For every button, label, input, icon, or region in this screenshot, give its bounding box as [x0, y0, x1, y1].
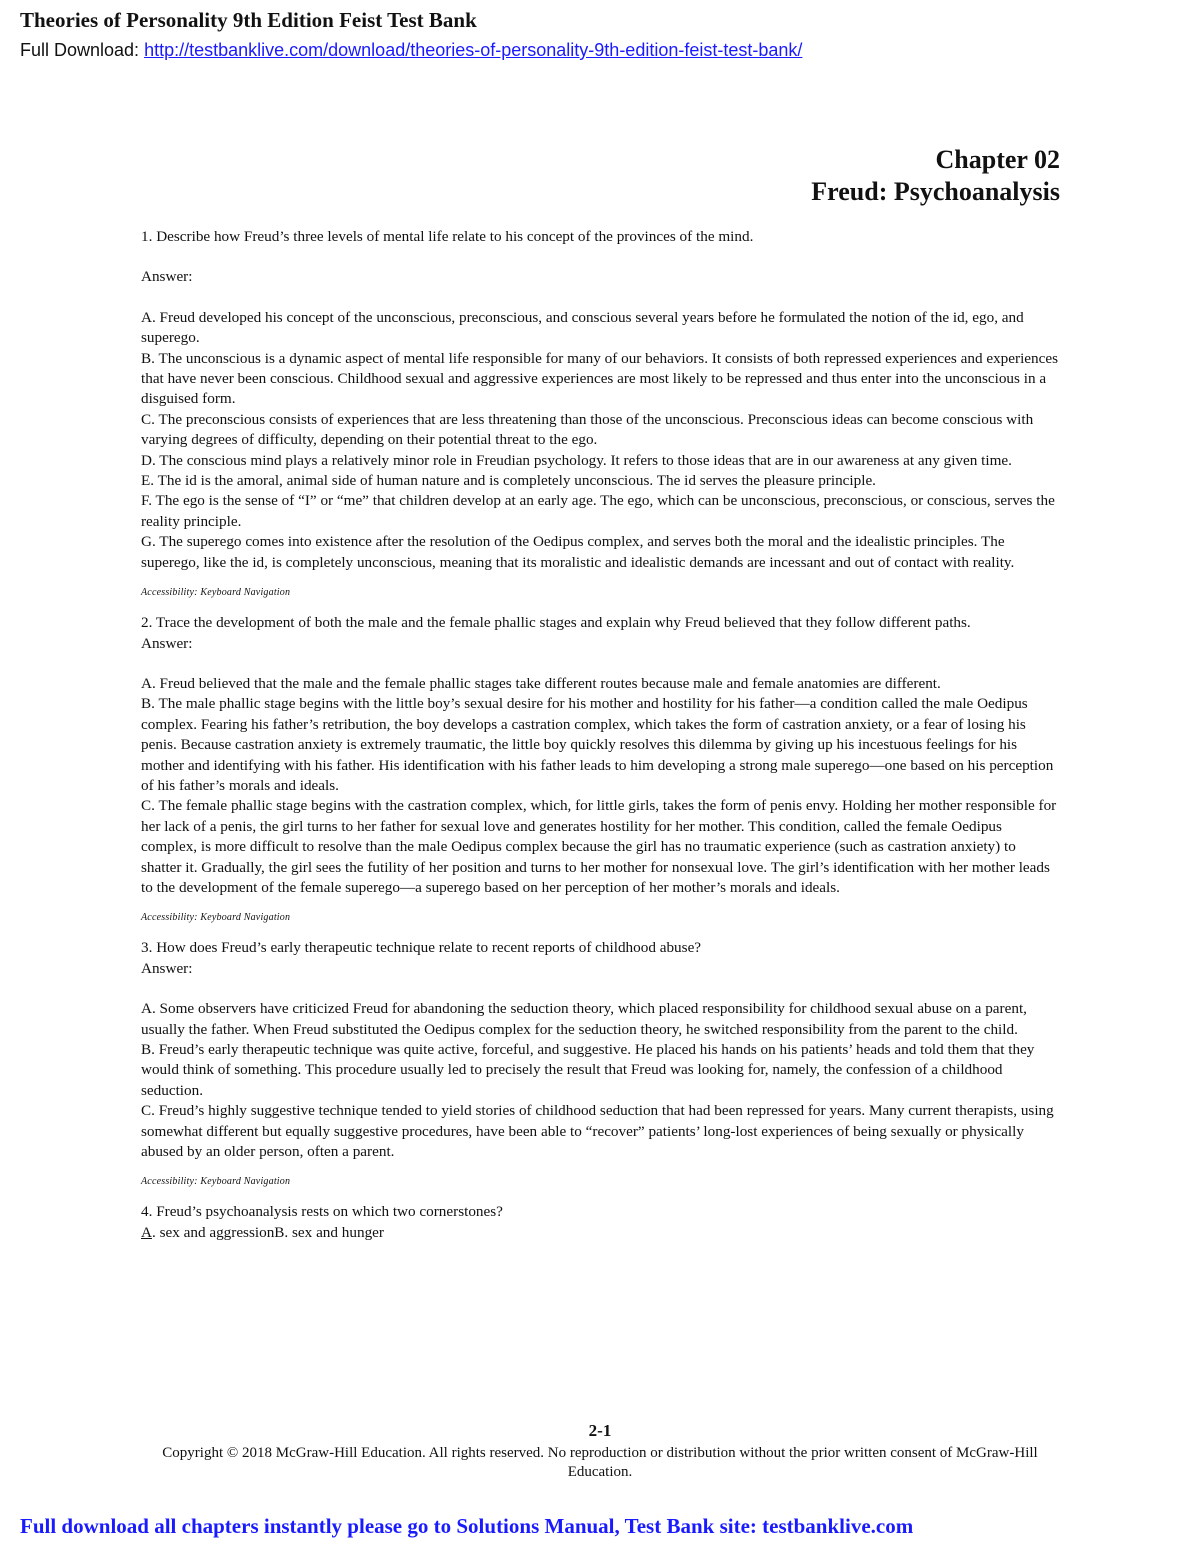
- answer-item: A. Freud developed his concept of the unconscious, preconscious, and conscious several years before he formulated the notion of the id, ego, and superego.: [141, 308, 1024, 347]
- answer-options: [141, 1223, 1059, 1243]
- document-title: Theories of Personality 9th Edition Feist Test Bank: [20, 8, 477, 32]
- accessibility-note: Accessibility: Keyboard Navigation: [141, 1176, 291, 1188]
- answer-label: Answer:: [141, 268, 193, 286]
- option-a-text: . sex and aggression: [151, 1223, 275, 1241]
- accessibility-note: Accessibility: Keyboard Navigation: [141, 587, 291, 599]
- option-b-text: B. sex and hunger: [274, 1223, 384, 1241]
- answer-item: C. The preconscious consists of experiences that are less threatening than those of the unconscious. Preconscious ideas can become conscious with varying degrees of difficulty, depending on their potential threat to the ego.: [141, 410, 1034, 449]
- answer-item: C. Freud’s highly suggestive technique tended to yield stories of childhood seduction that had been repressed for years. Many current therapists, using somewhat different but equally suggestive procedures, have been able to “recover” patients’ long-lost experiences of being sexually or physically abused by an older person, often a parent.: [141, 1102, 1054, 1161]
- download-banner: Full download all chapters instantly please go to Solutions Manual, Test Bank site: testbanklive.com: [20, 1514, 914, 1538]
- answer-item: B. The unconscious is a dynamic aspect of mental life responsible for many of our behaviors. It consists of both repressed experiences and experiences that have never been conscious. Childhood sexual and aggressive experiences are most likely to be repressed and thus enter into the unconscious in a disguised form.: [141, 349, 1059, 408]
- answer-item: D. The conscious mind plays a relatively minor role in Freudian psychology. It refers to those ideas that are in our awareness at any given time.: [141, 451, 1012, 469]
- answer-item: B. Freud’s early therapeutic technique was quite active, forceful, and suggestive. He placed his hands on his patients’ heads and told them that they would think of something. This procedure usually led to precisely the result that Freud was looking for, namely, the confession of a childhood seduction.: [141, 1041, 1035, 1099]
- question-prompt: 1. Describe how Freud’s three levels of mental life relate to his concept of the provinces of the mind.: [141, 228, 754, 245]
- answer-item: F. The ego is the sense of “I” or “me” that children develop at an early age. The ego, which can be unconscious, preconscious, or conscious, serves the reality principle.: [141, 492, 1055, 530]
- answer-label: Answer:: [141, 959, 193, 977]
- answer-item: A. Some observers have criticized Freud for abandoning the seduction theory, which placed responsibility for childhood sexual abuse on a parent, usually the father. When Freud substituted the Oedipus complex for the seduction theory, he switched responsibility from the parent to the child.: [141, 1000, 1027, 1038]
- option-a-letter: A: [141, 1223, 152, 1241]
- answer-label: Answer:: [141, 634, 193, 652]
- answer-item: A. Freud believed that the male and the female phallic stages take different routes because male and female anatomies are different.: [141, 674, 941, 692]
- question-prompt: 2. Trace the development of both the male and the female phallic stages and explain why Freud believed that they follow different paths.: [141, 614, 971, 632]
- answer-item: E. The id is the amoral, animal side of human nature and is completely unconscious. The id serves the pleasure principle.: [141, 472, 876, 490]
- question-prompt: 3. How does Freud’s early therapeutic technique relate to recent reports of childhood abuse?: [141, 939, 702, 957]
- download-label: Full Download:: [20, 40, 145, 60]
- accessibility-note: Accessibility: Keyboard Navigation: [141, 912, 291, 924]
- copyright-notice: Copyright © 2018 McGraw-Hill Education. All rights reserved. No reproduction or distribution without the prior written consent of McGraw-Hill Education.: [162, 1445, 1038, 1480]
- answer-item: B. The male phallic stage begins with the little boy’s sexual desire for his mother and hostility for his father—a condition called the male Oedipus complex. Fearing his father’s retribution, the boy develops a castration complex, which takes the form of castration anxiety, or a fear of losing his penis. Because castration anxiety is extremely traumatic, the little boy quickly resolves this dilemma by giving up his incestuous feelings for his mother and identifying with his father. His identification with his father leads to him developing a strong male superego—one based on his perception of his father’s morals and ideals.: [141, 695, 1054, 794]
- answer-item: C. The female phallic stage begins with the castration complex, which, for little girls, takes the form of penis envy. Holding her mother responsible for her lack of a penis, the girl turns to her father for sexual love and generates hostility for her mother. This condition, called the female Oedipus complex, is more difficult to resolve than the male Oedipus complex because the girl has no traumatic experience (such as castration anxiety) to shatter it. Gradually, the girl sees the futility of her position and turns to her mother for nonsexual love. The girl’s identification with her mother leads to the development of the female superego—a superego based on her perception of her mother’s morals and ideals.: [141, 797, 1057, 896]
- chapter-heading: [811, 144, 1060, 208]
- chapter-number: Chapter 02: [935, 145, 1060, 174]
- answer-item: G. The superego comes into existence after the resolution of the Oedipus complex, and serves both the moral and the idealistic principles. The superego, like the id, is completely unconscious, meaning that its moralistic and idealistic demands are incessant and out of contact with reality.: [141, 533, 1015, 571]
- chapter-title: Freud: Psychoanalysis: [811, 177, 1060, 206]
- download-line: [20, 40, 802, 61]
- download-link[interactable]: http://testbanklive.com/download/theories-of-personality-9th-edition-feist-test-bank/: [144, 40, 803, 60]
- page-number: 2-1: [588, 1421, 612, 1440]
- question-list: [141, 227, 1059, 1243]
- question-prompt: 4. Freud’s psychoanalysis rests on which two cornerstones?: [141, 1203, 503, 1221]
